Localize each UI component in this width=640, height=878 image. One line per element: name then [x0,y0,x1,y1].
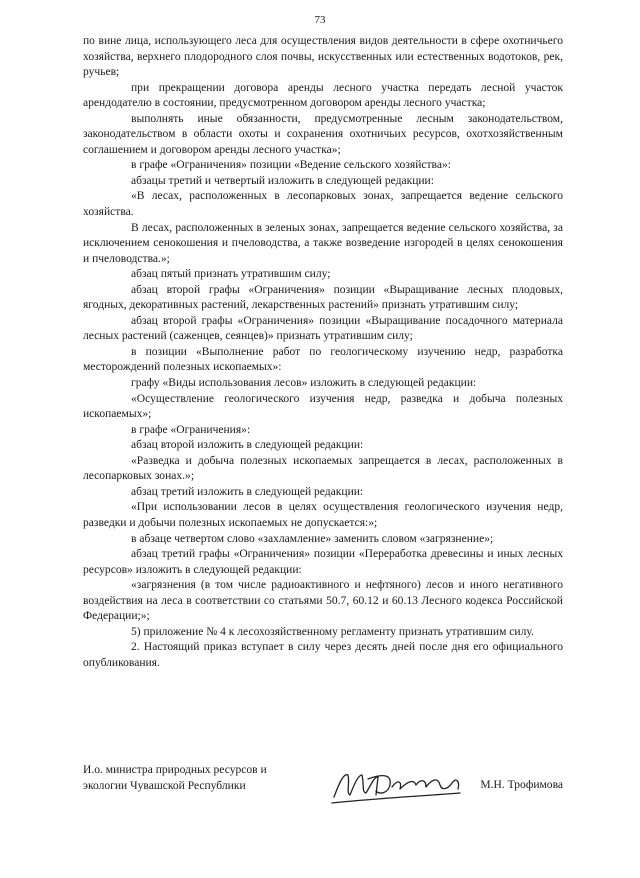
paragraph: «Осуществление геологического изучения недр, разведка и добыча полезных ископаемых»; [83,392,563,421]
paragraph: 5) приложение № 4 к лесохозяйственному регламенту признать утратившим силу. [131,625,534,638]
paragraph: абзац третий графы «Ограничения» позиции «Переработка древесины и иных лесных ресурсов» изложить в следующей редакции: [83,548,563,576]
paragraph: абзацы третий и четвертый изложить в следующей редакции: [131,174,434,187]
paragraph: абзац пятый признать утратившим силу; [131,268,331,281]
paragraph: абзац третий изложить в следующей редакции: [131,485,364,498]
paragraph: выполнять иные обязанности, предусмотренные лесным законодательством, законодательством в области охоты и сохранения охотничьих ресурсов, охотхозяйственным соглашением и договором аренды лесного участка»; [83,112,563,156]
paragraph: в графе «Ограничения»: [131,423,251,436]
paragraph: В лесах, расположенных в зеленых зонах, запрещается ведение сельского хозяйства, за исключением сенокошения и пчеловодства, а также возведение изгородей в целях сенокошения и пчеловодства.»; [83,221,563,265]
page-number: 73 [314,14,326,26]
paragraph: «В лесах, расположенных в лесопарковых зонах, запрещается ведение сельского хозяйства. [83,190,563,219]
paragraph: абзац второй изложить в следующей редакции: [131,439,364,452]
paragraph: по вине лица, использующего леса для осуществления видов деятельности в сфере охотничьего хозяйства, верхнего плодородного слоя почвы, искусственных или естественных водотоков, рек, ручьев; [83,35,563,79]
signature-block [83,763,563,813]
paragraph: абзац второй графы «Ограничения» позиции «Выращивание лесных плодовых, ягодных, декоративных растений, лекарственных растений» признать утратившим силу; [83,283,563,312]
paragraph: «Разведка и добыча полезных ископаемых запрещается в лесах, расположенных в лесопарковых зонах.»; [83,454,563,483]
signatory-position-line-2: экологии Чувашской Республики [83,779,246,792]
signatory-position [83,763,267,794]
signatory-name: М.Н. Трофимова [480,779,563,791]
paragraph: «При использовании лесов в целях осуществления геологического изучения недр, разведки и добычи полезных ископаемых не допускается:»; [83,501,563,529]
paragraph: в графе «Ограничения» позиции «Ведение сельского хозяйства»: [131,159,451,172]
paragraph: при прекращении договора аренды лесного участка передать лесной участок арендодателю в состоянии, предусмотренном договором аренды лесного участка; [83,81,563,110]
signatory-position-line-1: И.о. министра природных ресурсов и [83,764,267,776]
paragraph: графу «Виды использования лесов» изложить в следующей редакции: [131,377,477,390]
paragraph: абзац второй графы «Ограничения» позиции «Выращивание посадочного материала лесных растений (саженцев, сеянцев)» признать утратившим силу; [83,314,563,343]
handwritten-signature [328,763,468,807]
paragraph: в позиции «Выполнение работ по геологическому изучению недр, разработка месторождений полезных ископаемых»: [83,345,563,374]
paragraph: «загрязнения (в том числе радиоактивного и нефтяного) лесов и иного негативного воздействия на леса в соответствии со статьями 50.7, 60.12 и 60.13 Лесного кодекса Российской Федерации;»; [83,579,563,623]
paragraph: в абзаце четвертом слово «захламление» заменить словом «загрязнение»; [131,532,494,545]
document-body [83,34,563,671]
paragraph: 2. Настоящий приказ вступает в силу через десять дней после дня его официального опубликования. [83,641,563,669]
